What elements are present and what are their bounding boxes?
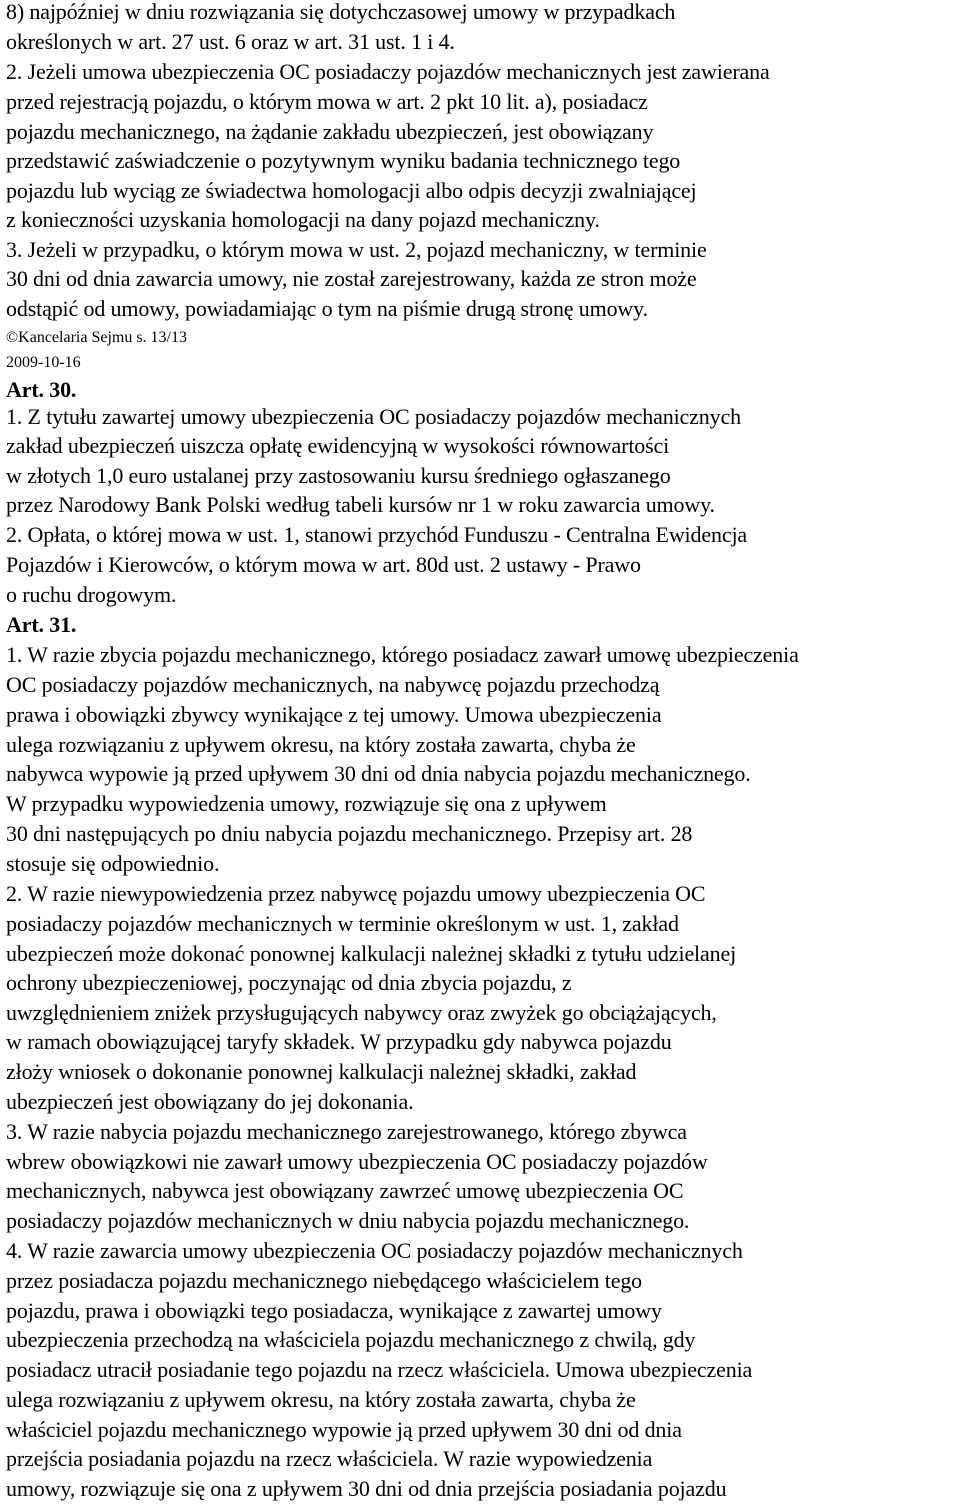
text-line: przez posiadacza pojazdu mechanicznego niebędącego właścicielem tego [6,1268,643,1293]
article-heading: Art. 30. [6,377,77,402]
text-line: ubezpieczeń może dokonać ponownej kalkulacji należnej składki z tytułu udzielanej [6,941,737,966]
text-line: wbrew obowiązkowi nie zawarł umowy ubezpieczenia OC posiadaczy pojazdów [6,1149,708,1174]
text-line: ubezpieczeń jest obowiązany do jej dokonania. [6,1089,414,1114]
text-line: przed rejestracją pojazdu, o którym mowa w art. 2 pkt 10 lit. a), posiadacz [6,89,648,114]
text-line: posiadacz utracił posiadanie tego pojazdu na rzecz właściciela. Umowa ubezpieczenia [6,1357,753,1382]
text-line: uwzględnieniem zniżek przysługujących nabywcy oraz zwyżek go obciążających, [6,1000,717,1025]
text-line: prawa i obowiązki zbywcy wynikające z tej umowy. Umowa ubezpieczenia [6,702,662,727]
text-line: przedstawić zaświadczenie o pozytywnym wyniku badania technicznego tego [6,148,681,173]
text-line: 30 dni od dnia zawarcia umowy, nie został zarejestrowany, każda ze stron może [6,266,697,291]
text-line: 3. Jeżeli w przypadku, o którym mowa w ust. 2, pojazd mechaniczny, w terminie [6,237,707,262]
text-line: ulega rozwiązaniu z upływem okresu, na który została zawarta, chyba że [6,1387,636,1412]
text-line: 8) najpóźniej w dniu rozwiązania się dotychczasowej umowy w przypadkach [6,0,676,24]
article-heading: Art. 31. [6,612,77,637]
text-line: pojazdu mechanicznego, na żądanie zakładu ubezpieczeń, jest obowiązany [6,119,654,144]
text-line: 2. Opłata, o której mowa w ust. 1, stanowi przychód Funduszu - Centralna Ewidencja [6,522,748,547]
page-footer-copyright: ©Kancelaria Sejmu s. 13/13 [6,329,187,346]
text-line: złoży wniosek o dokonanie ponownej kalkulacji należnej składki, zakład [6,1059,637,1084]
text-line: określonych w art. 27 ust. 6 oraz w art. 31 ust. 1 i 4. [6,29,455,54]
text-line: 2. W razie niewypowiedzenia przez nabywcę pojazdu umowy ubezpieczenia OC [6,881,706,906]
text-line: 1. W razie zbycia pojazdu mechanicznego, którego posiadacz zawarł umowę ubezpieczenia [6,642,799,667]
text-line: pojazdu lub wyciąg ze świadectwa homologacji albo odpis decyzji zwalniającej [6,178,697,203]
text-line: w złotych 1,0 euro ustalanej przy zastosowaniu kursu średniego ogłaszanego [6,463,671,488]
text-line: z konieczności uzyskania homologacji na dany pojazd mechaniczny. [6,207,600,232]
text-line: mechanicznych, nabywca jest obowiązany zawrzeć umowę ubezpieczenia OC [6,1178,684,1203]
text-line: 30 dni następujących po dniu nabycia pojazdu mechanicznego. Przepisy art. 28 [6,821,693,846]
text-line: posiadaczy pojazdów mechanicznych w terminie określonym w ust. 1, zakład [6,911,679,936]
text-line: pojazdu, prawa i obowiązki tego posiadacza, wynikające z zawartej umowy [6,1298,662,1323]
text-line: ubezpieczenia przechodzą na właściciela pojazdu mechanicznego z chwilą, gdy [6,1327,696,1352]
text-line: Pojazdów i Kierowców, o którym mowa w art. 80d ust. 2 ustawy - Prawo [6,552,641,577]
text-line: przez Narodowy Bank Polski według tabeli kursów nr 1 w roku zawarcia umowy. [6,492,715,517]
text-line: w ramach obowiązującej taryfy składek. W przypadku gdy nabywca pojazdu [6,1029,672,1054]
page-footer-date: 2009-10-16 [6,354,81,371]
text-line: właściciel pojazdu mechanicznego wypowie ją przed upływem 30 dni od dnia [6,1417,682,1442]
text-line: umowy, rozwiązuje się ona z upływem 30 dni od dnia przejścia posiadania pojazdu [6,1476,727,1501]
text-line: 3. W razie nabycia pojazdu mechanicznego zarejestrowanego, którego zbywca [6,1119,687,1144]
text-line: W przypadku wypowiedzenia umowy, rozwiązuje się ona z upływem [6,791,607,816]
text-line: 1. Z tytułu zawartej umowy ubezpieczenia OC posiadaczy pojazdów mechanicznych [6,404,741,429]
text-line: o ruchu drogowym. [6,582,177,607]
text-line: posiadaczy pojazdów mechanicznych w dniu nabycia pojazdu mechanicznego. [6,1208,690,1233]
text-line: zakład ubezpieczeń uiszcza opłatę ewidencyjną w wysokości równowartości [6,433,670,458]
text-line: ulega rozwiązaniu z upływem okresu, na który została zawarta, chyba że [6,732,636,757]
text-line: nabywca wypowie ją przed upływem 30 dni od dnia nabycia pojazdu mechanicznego. [6,761,751,786]
text-line: 4. W razie zawarcia umowy ubezpieczenia OC posiadaczy pojazdów mechanicznych [6,1238,743,1263]
text-line: ochrony ubezpieczeniowej, poczynając od dnia zbycia pojazdu, z [6,970,572,995]
text-line: 2. Jeżeli umowa ubezpieczenia OC posiadaczy pojazdów mechanicznych jest zawierana [6,59,770,84]
text-line: stosuje się odpowiednio. [6,851,220,876]
text-line: przejścia posiadania pojazdu na rzecz właściciela. W razie wypowiedzenia [6,1446,653,1471]
text-line: odstąpić od umowy, powiadamiając o tym na piśmie drugą stronę umowy. [6,296,648,321]
text-line: OC posiadaczy pojazdów mechanicznych, na nabywcę pojazdu przechodzą [6,672,660,697]
